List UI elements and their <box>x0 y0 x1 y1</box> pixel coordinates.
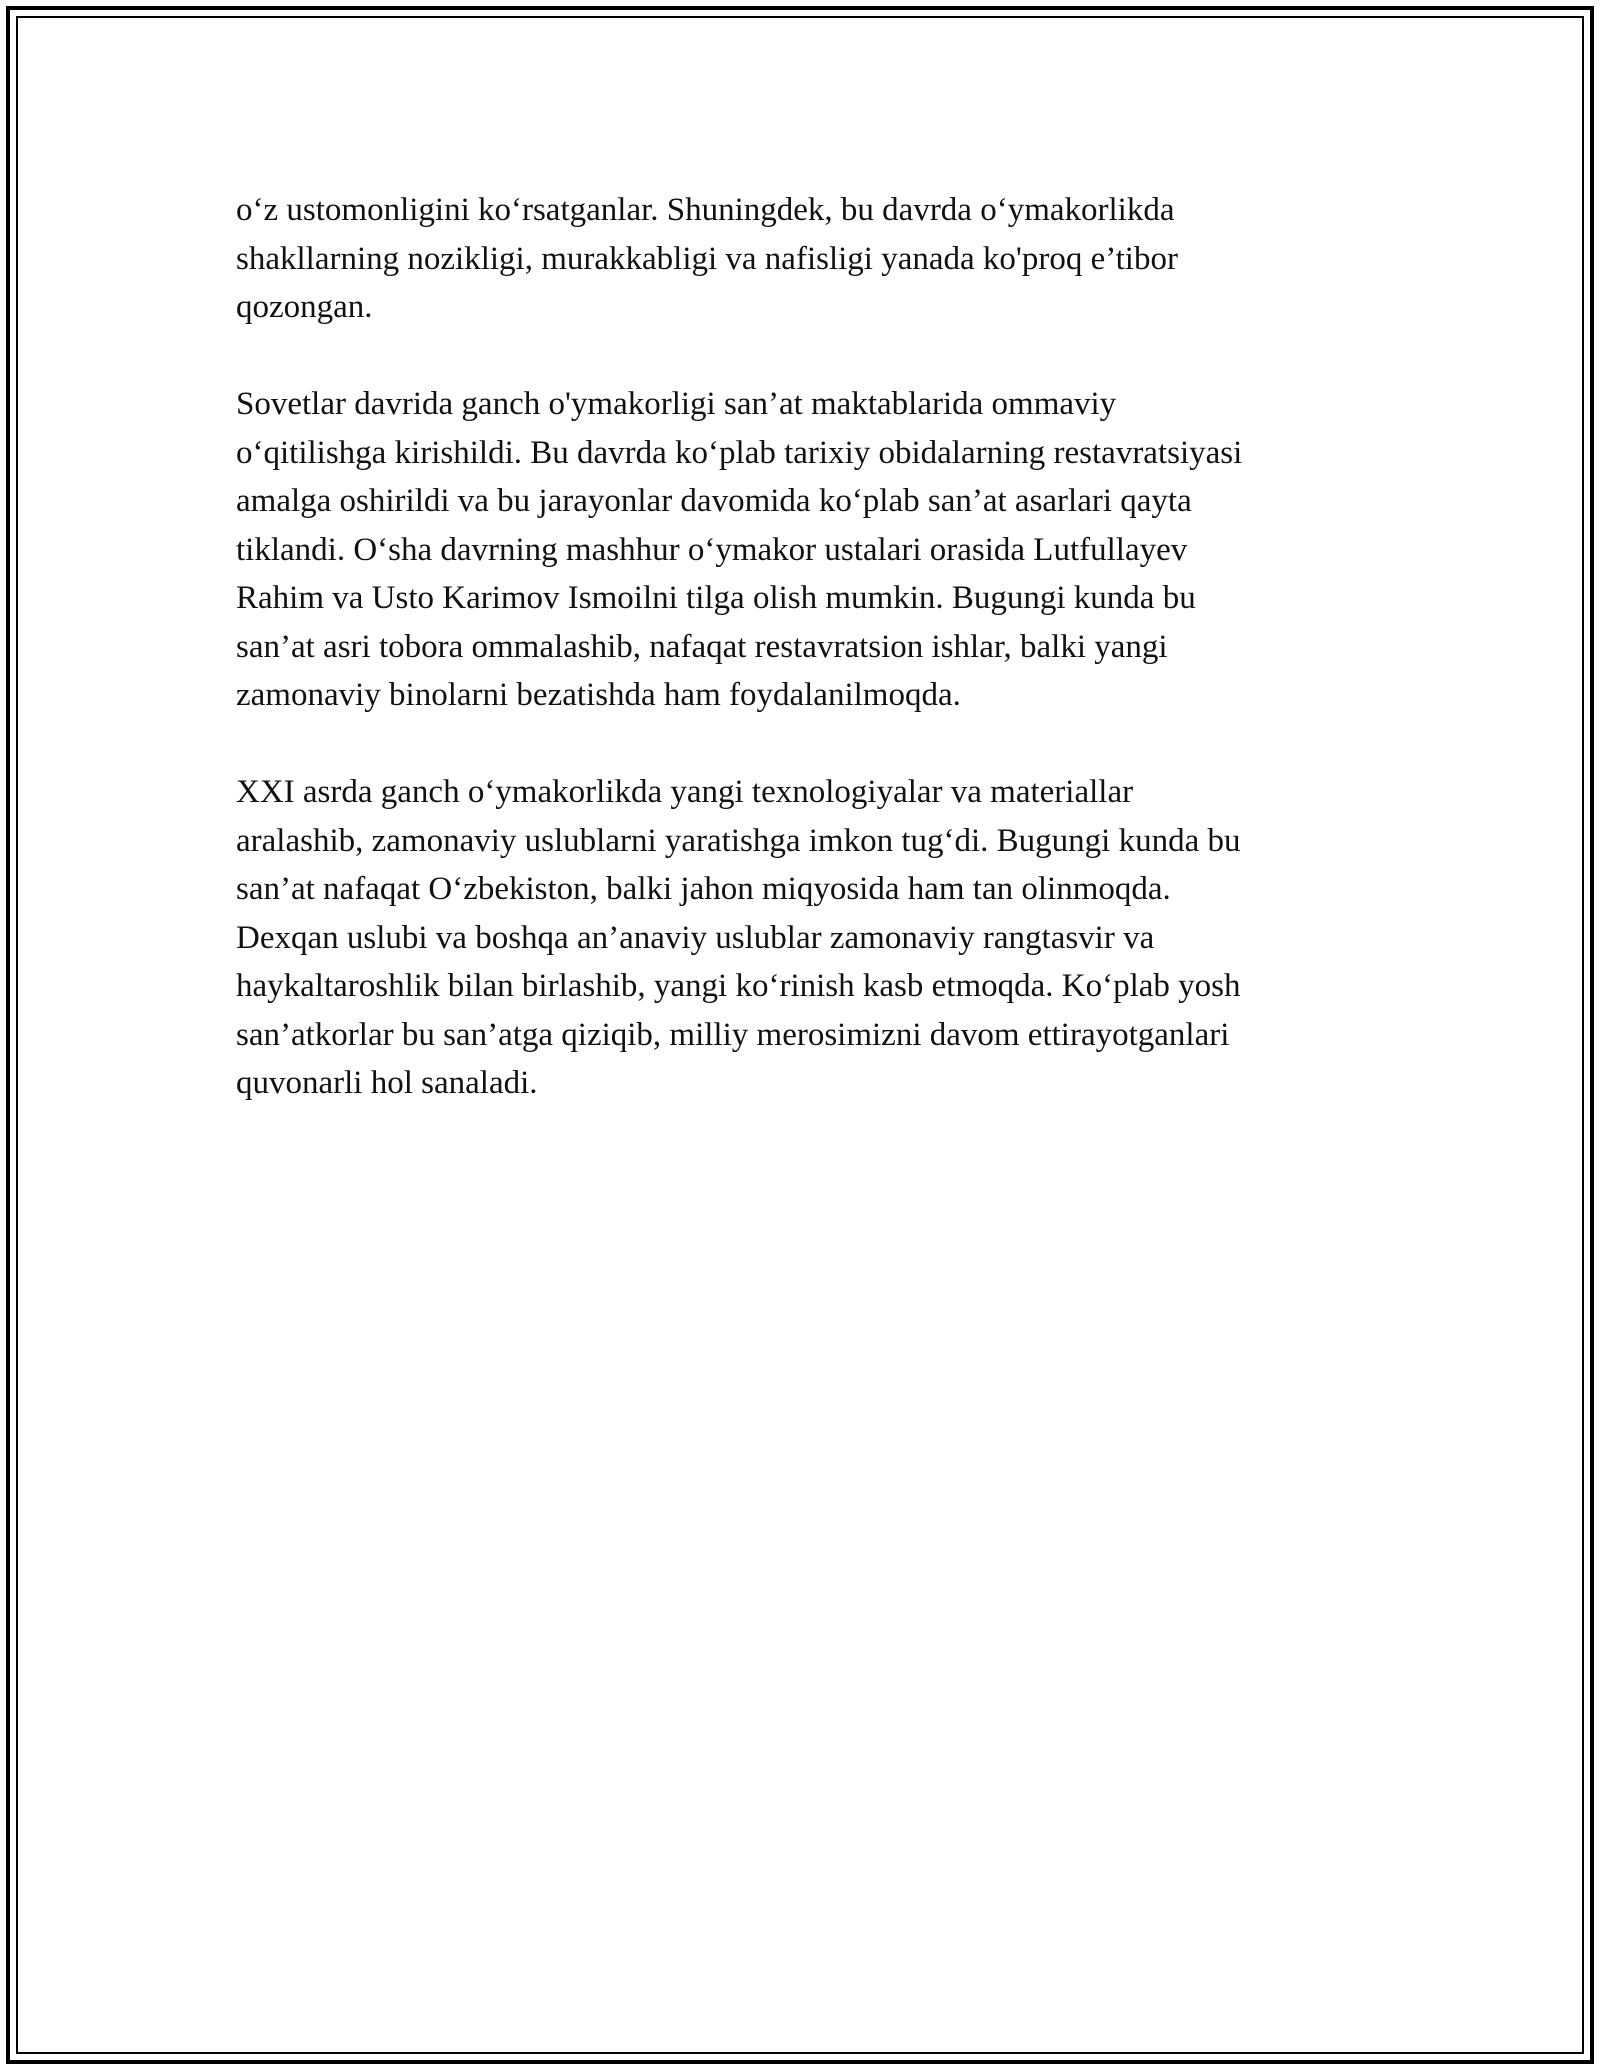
text-line: Sovetlar davrida ganch o'ymakorligi san’at maktablarida ommaviy <box>236 386 1117 422</box>
text-line: aralashib, zamonaviy uslublarni yaratishga imkon tug‘di. Bugungi kunda bu <box>236 822 1241 859</box>
text-line: san’atkorlar bu san’atga qiziqib, milliy merosimizni davom ettirayotganlari <box>236 1016 1230 1053</box>
text-line: o‘qitilishga kirishildi. Bu davrda ko‘plab tarixiy obidalarning restavratsiyasi <box>236 434 1243 471</box>
text-line: o‘z ustomonligini ko‘rsatganlar. Shuningdek, bu davrda o‘ymakorlikda <box>236 192 1175 228</box>
text-line: san’at nafaqat O‘zbekiston, balki jahon miqyosida ham tan olinmoqda. <box>236 871 1171 907</box>
paragraph-3 <box>236 768 1366 1108</box>
text-line: XXI asrda ganch o‘ymakorlikda yangi texnologiyalar va materiallar <box>236 774 1134 810</box>
text-line: Dexqan uslubi va boshqa an’anaviy uslublar zamonaviy rangtasvir va <box>236 919 1155 956</box>
document-body <box>236 186 1366 1108</box>
paragraph-gap <box>236 332 1366 381</box>
text-line: amalga oshirildi va bu jarayonlar davomida ko‘plab san’at asarlari qayta <box>236 483 1192 519</box>
text-line: qozongan. <box>236 289 373 325</box>
text-line: shakllarning nozikligi, murakkabligi va nafisligi yanada ko'proq e’tibor <box>236 240 1178 277</box>
text-line: san’at asri tobora ommalashib, nafaqat restavratsion ishlar, balki yangi <box>236 628 1168 665</box>
paragraph-2 <box>236 380 1366 720</box>
text-line: tiklandi. O‘sha davrning mashhur o‘ymakor ustalari orasida Lutfullayev <box>236 531 1188 568</box>
paragraph-gap <box>236 720 1366 769</box>
text-line: Rahim va Usto Karimov Ismoilni tilga olish mumkin. Bugungi kunda bu <box>236 580 1196 616</box>
text-line: quvonarli hol sanaladi. <box>236 1065 538 1101</box>
text-line: zamonaviy binolarni bezatishda ham foydalanilmoqda. <box>236 677 961 713</box>
paragraph-1 <box>236 186 1366 332</box>
text-line: haykaltaroshlik bilan birlashib, yangi ko‘rinish kasb etmoqda. Ko‘plab yosh <box>236 968 1241 1004</box>
